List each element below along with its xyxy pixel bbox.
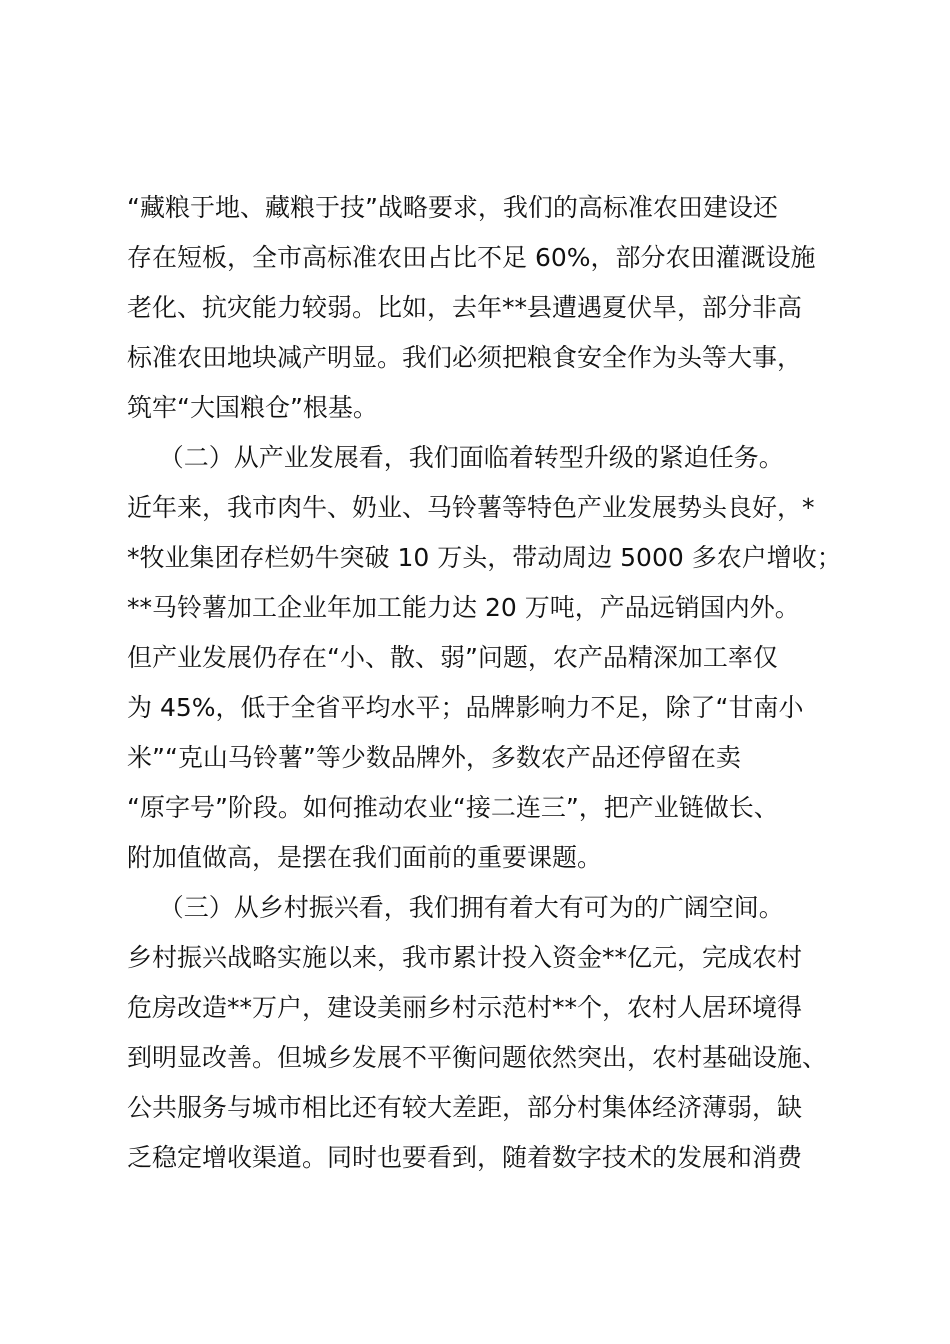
text-line-8: *牧业集团存栏奶牛突破 10 万头，带动周边 5000 多农户增收； bbox=[127, 543, 842, 572]
text-line-17: 危房改造**万户，建设美丽乡村示范村**个，农村人居环境得 bbox=[127, 993, 803, 1022]
text-line-1: “藏粮于地、藏粮于技”战略要求，我们的高标准农田建设还 bbox=[127, 193, 778, 222]
document-body bbox=[127, 183, 847, 1183]
text-line-19: 公共服务与城市相比还有较大差距，部分村集体经济薄弱，缺 bbox=[127, 1093, 803, 1122]
text-line-5: 筑牢“大国粮仓”根基。 bbox=[127, 393, 378, 422]
text-line-11: 为 45%，低于全省平均水平；品牌影响力不足，除了“甘南小 bbox=[127, 693, 804, 722]
text-line-3: 老化、抗灾能力较弱。比如，去年**县遭遇夏伏旱，部分非高 bbox=[127, 293, 803, 322]
text-line-7: 近年来，我市肉牛、奶业、马铃薯等特色产业发展势头良好，* bbox=[127, 493, 815, 522]
text-line-15: （三）从乡村振兴看，我们拥有着大有可为的广阔空间。 bbox=[127, 893, 784, 922]
text-line-18: 到明显改善。但城乡发展不平衡问题依然突出，农村基础设施、 bbox=[127, 1043, 828, 1072]
text-line-12: 米”“克山马铃薯”等少数品牌外，多数农产品还停留在卖 bbox=[127, 743, 741, 772]
text-line-10: 但产业发展仍存在“小、散、弱”问题，农产品精深加工率仅 bbox=[127, 643, 778, 672]
text-line-4: 标准农田地块减产明显。我们必须把粮食安全作为头等大事， bbox=[127, 343, 803, 372]
text-line-16: 乡村振兴战略实施以来，我市累计投入资金**亿元，完成农村 bbox=[127, 943, 803, 972]
text-line-14: 附加值做高，是摆在我们面前的重要课题。 bbox=[127, 843, 603, 872]
text-line-13: “原字号”阶段。如何推动农业“接二连三”，把产业链做长、 bbox=[127, 793, 779, 822]
text-line-2: 存在短板，全市高标准农田占比不足 60%，部分农田灌溉设施 bbox=[127, 243, 816, 272]
text-line-9: **马铃薯加工企业年加工能力达 20 万吨，产品远销国内外。 bbox=[127, 593, 800, 622]
text-line-6: （二）从产业发展看，我们面临着转型升级的紧迫任务。 bbox=[127, 443, 784, 472]
text-line-20: 乏稳定增收渠道。同时也要看到，随着数字技术的发展和消费 bbox=[127, 1143, 803, 1172]
